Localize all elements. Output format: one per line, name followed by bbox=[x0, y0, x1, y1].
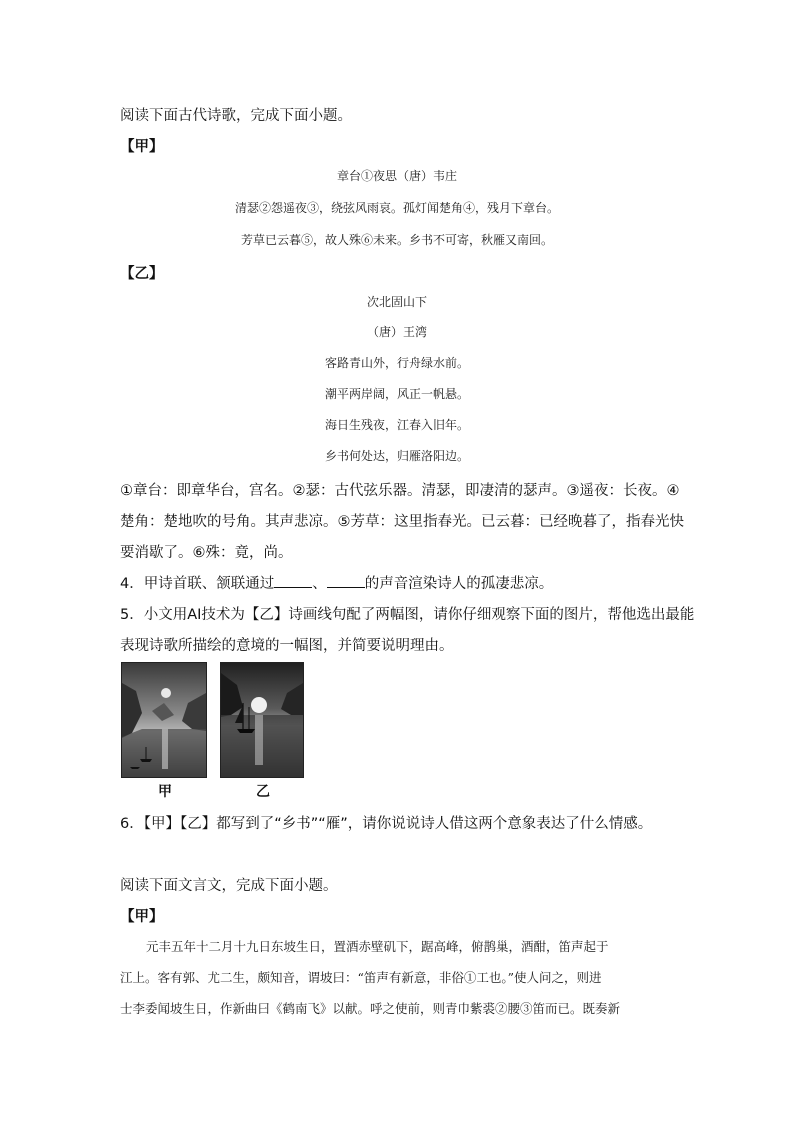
question-4-suffix: 的声音渲染诗人的孤凄悲凉。 bbox=[364, 576, 554, 592]
instruction-poetry: 阅读下面古代诗歌，完成下面小题。 bbox=[120, 108, 352, 124]
illustration-right bbox=[220, 662, 304, 778]
question-5-line-1: 5．小文用AI技术为【乙】诗画线句配了两幅图，请你仔细观察下面的图片，帮他选出最能 bbox=[120, 607, 695, 623]
poem-a-line-2: 芳草已云暮⑤，故人殊⑥未来。乡书不可寄，秋雁又南回。 bbox=[240, 233, 553, 247]
notes-line-3: 要消歇了。⑥殊：竟，尚。 bbox=[120, 545, 293, 561]
poem-b-title: 次北固山下 bbox=[366, 295, 427, 309]
poem-b-line-2: 潮平两岸阔，风正一帆悬。 bbox=[324, 387, 469, 401]
poem-b-line-3: 海日生残夜，江春入旧年。 bbox=[324, 418, 469, 432]
question-4-sep: 、 bbox=[312, 576, 327, 592]
answer-blank-1[interactable] bbox=[274, 575, 312, 588]
label-poem-a: 【甲】 bbox=[120, 139, 164, 155]
poem-b-line-1: 客路青山外，行舟绿水前。 bbox=[324, 356, 469, 370]
poem-b-author: （唐）王湾 bbox=[366, 325, 427, 339]
caption-right: 乙 bbox=[256, 784, 270, 800]
notes-line-1: ①章台：即章华台，宫名。②瑟：古代弦乐器。清瑟，即凄清的瑟声。③遥夜：长夜。④ bbox=[120, 483, 680, 499]
caption-left: 甲 bbox=[158, 784, 172, 800]
notes-line-2: 楚角：楚地吹的号角。其声悲凉。⑤芳草：这里指春光。已云暮：已经晚暮了，指春光快 bbox=[120, 514, 684, 530]
question-4-prefix: 4．甲诗首联、颔联通过 bbox=[120, 576, 275, 592]
instruction-classical: 阅读下面文言文，完成下面小题。 bbox=[120, 878, 338, 894]
label-poem-b: 【乙】 bbox=[120, 266, 164, 282]
question-4 bbox=[120, 572, 553, 593]
answer-blank-2[interactable] bbox=[327, 575, 365, 588]
illustration-left bbox=[121, 662, 207, 778]
label-text-a: 【甲】 bbox=[120, 909, 164, 925]
question-6: 6．【甲】【乙】都写到了“乡书”“雁”，请你说说诗人借这两个意象表达了什么情感。 bbox=[120, 816, 653, 832]
classical-line-1: 元丰五年十二月十九日东坡生日，置酒赤壁矶下，踞高峰，俯鹊巢，酒酣，笛声起于 bbox=[146, 939, 609, 954]
classical-line-3: 士李委闻坡生日，作新曲曰《鹤南飞》以献。呼之使前，则青巾紫裘②腰③笛而已。既奏新 bbox=[120, 1001, 621, 1016]
classical-line-2: 江上。客有郭、尤二生，颇知音，谓坡曰：“笛声有新意，非俗①工也。”使人问之，则进 bbox=[120, 970, 602, 985]
question-5-line-2: 表现诗歌所描绘的意境的一幅图，并简要说明理由。 bbox=[120, 638, 454, 654]
poem-b-line-4: 乡书何处达，归雁洛阳边。 bbox=[324, 449, 469, 463]
poem-a-title: 章台①夜思（唐）韦庄 bbox=[336, 169, 457, 183]
poem-a-line-1: 清瑟②怨遥夜③，绕弦风雨哀。孤灯闻楚角④，残月下章台。 bbox=[234, 201, 559, 215]
